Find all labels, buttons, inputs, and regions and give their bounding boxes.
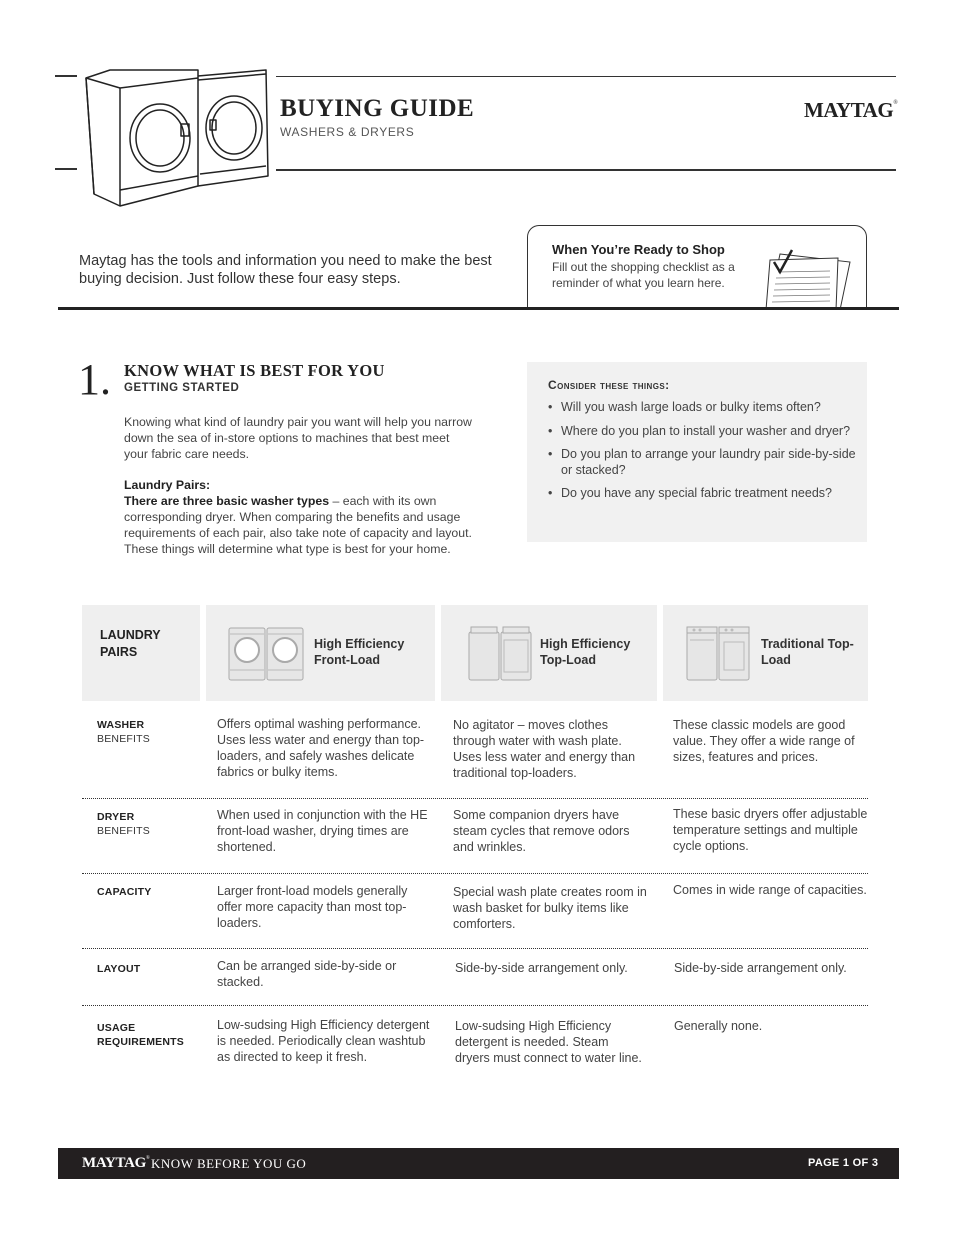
registered-mark: ® [893, 100, 898, 106]
section-divider [58, 307, 899, 310]
row-label-layout [97, 963, 207, 977]
header-rule-tick [55, 168, 77, 170]
row-label-sub: BENEFITS [97, 824, 150, 837]
consider-heading: Consider these things: [548, 378, 670, 392]
row-divider [82, 798, 868, 799]
section-body [124, 414, 474, 558]
brand-logo-text: MAYTAG [804, 98, 894, 122]
row-label-main: WASHER [97, 719, 145, 731]
laundry-pairs-text: – each with its own corresponding dryer. When comparing the benefits and usage requirements of each pair, also take note of capacity and layout. These things will determine what type is best for your home. [124, 493, 472, 557]
intro-text: Maytag has the tools and information you need to make the best buying decision. Just follow these four easy steps. [79, 253, 492, 287]
list-item: • Do you have any special fabric treatment needs? [548, 486, 858, 502]
header-rule-bottom [276, 169, 896, 171]
table-cell: Low-sudsing High Efficiency detergent is needed. Periodically clean washtub as directed to keep it fresh. [217, 1018, 430, 1064]
row-label-main: USAGE REQUIREMENTS [97, 1022, 184, 1048]
column-title-he-top-load: High Efficiency Top-Load [540, 637, 631, 667]
table-cell: Low-sudsing High Efficiency detergent is needed. Steam dryers must connect to water line. [455, 1019, 642, 1065]
row-label-usage-requirements [97, 1022, 197, 1049]
page-title: BUYING GUIDE [280, 95, 475, 122]
header-rule-top [276, 76, 896, 77]
column-title-traditional-top-load: Traditional Top-Load [761, 637, 854, 667]
row-label-main: CAPACITY [97, 886, 152, 898]
table-cell: Some companion dryers have steam cycles that remove odors and wrinkles. [453, 808, 630, 854]
section-title: KNOW WHAT IS BEST FOR YOU [124, 361, 385, 380]
row-divider [82, 948, 868, 949]
list-item: • Where do you plan to install your washer and dryer? [548, 424, 858, 440]
footer-brand-text: MAYTAG [82, 1155, 147, 1171]
he-top-load-pair-icon [468, 626, 532, 682]
row-label-dryer-benefits [97, 811, 207, 838]
row-label-main: DRYER [97, 811, 135, 823]
table-cell: These classic models are good value. They offer a wide range of sizes, features and prices. [673, 718, 855, 764]
table-cell: Offers optimal washing performance. Uses less water and energy than top-loaders, and safely washes delicate fabrics or bulky items. [217, 717, 425, 779]
table-cell: Larger front-load models generally offer more capacity than most top-loaders. [217, 884, 408, 930]
table-cell: Side-by-side arrangement only. [455, 961, 628, 975]
step-number: 1. [78, 355, 111, 404]
intro-paragraph: Knowing what kind of laundry pair you want will help you narrow down the sea of in-store options to machines that best meet your fabric care needs. [124, 415, 472, 462]
table-cell: Generally none. [674, 1019, 763, 1033]
washer-dryer-illustration-icon [80, 66, 272, 210]
footer-registered-mark: ® [146, 1156, 150, 1161]
table-cell: These basic dryers offer adjustable temperature settings and multiple cycle options. [673, 807, 868, 853]
row-label-sub: BENEFITS [97, 732, 150, 745]
table-cell: No agitator – moves clothes through water with wash plate. Uses less water and energy than traditional top-loaders. [453, 718, 636, 780]
checklist-icon [762, 248, 852, 308]
front-load-pair-icon [228, 626, 304, 682]
traditional-top-load-pair-icon [686, 626, 750, 682]
list-item: • Do you plan to arrange your laundry pair side-by-side or stacked? [548, 447, 858, 478]
brand-logo [804, 98, 897, 123]
laundry-pairs-paragraph [124, 493, 474, 558]
row-divider [82, 873, 868, 874]
list-item: • Will you wash large loads or bulky items often? [548, 400, 858, 416]
table-cell: Side-by-side arrangement only. [674, 961, 847, 975]
row-label-main: LAYOUT [97, 963, 141, 975]
page-subtitle: WASHERS & DRYERS [280, 125, 415, 139]
footer-tagline: KNOW BEFORE YOU GO [151, 1156, 307, 1171]
table-cell: Special wash plate creates room in wash basket for bulky items like comforters. [453, 885, 647, 931]
header-rule-tick [55, 75, 77, 77]
row-label-washer-benefits [97, 719, 207, 746]
row-label-capacity [97, 886, 207, 900]
table-cell: Comes in wide range of capacities. [673, 883, 867, 897]
table-cell: Can be arranged side-by-side or stacked. [217, 959, 397, 989]
column-title-front-load: High Efficiency Front-Load [314, 637, 405, 667]
section-subtitle: GETTING STARTED [124, 382, 240, 394]
laundry-pairs-label: LAUNDRY PAIRS [100, 628, 161, 659]
shop-checklist-title: When You’re Ready to Shop [552, 242, 725, 257]
page-number: PAGE 1 OF 3 [808, 1157, 879, 1169]
consider-list [548, 400, 858, 510]
footer-brand-logo [82, 1155, 150, 1172]
row-divider [82, 1005, 868, 1006]
table-cell: When used in conjunction with the HE front-load washer, drying times are shortened. [217, 808, 428, 854]
laundry-pairs-lead: There are three basic washer types [124, 493, 330, 508]
shop-checklist-text: Fill out the shopping checklist as a reminder of what you learn here. [552, 260, 735, 290]
laundry-pairs-heading: Laundry Pairs: [124, 477, 211, 492]
